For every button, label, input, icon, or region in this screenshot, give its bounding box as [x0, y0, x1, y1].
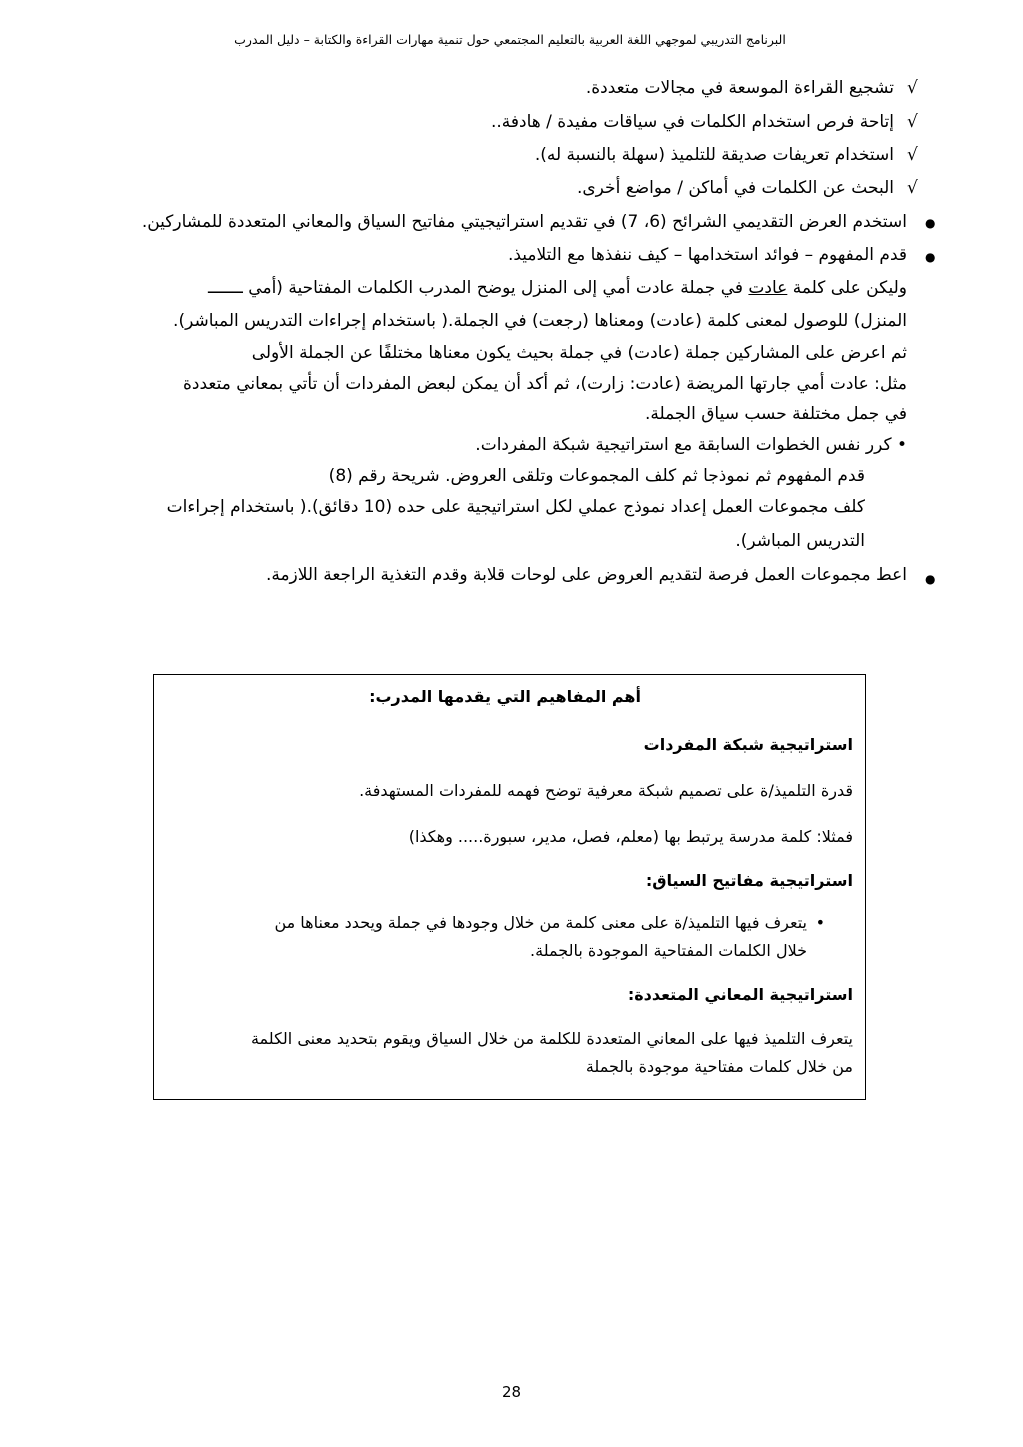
box-text-3a: يتعرف فيها التلميذ/ة على معنى كلمة من خلال وجودها في جملة ويحدد معناها من	[274, 913, 807, 932]
check-mark-icon: √	[907, 178, 918, 198]
body-line-6: قدم المفهوم ثم نموذجا ثم كلف المجموعات وتلقى العروض. شريحة رقم (8)	[328, 466, 865, 486]
check-item-3: استخدام تعريفات صديقة للتلميذ (سهلة بالنسبة له).	[534, 145, 894, 165]
body-line-5: في جمل مختلفة حسب سياق الجملة.	[644, 404, 907, 424]
body-line-7: كلف مجموعات العمل إعداد نموذج عملي لكل استراتيجية على حده (10 دقائق).( باستخدام إجراءات	[166, 497, 865, 517]
bullet-item-1: استخدم العرض التقديمي الشرائح (6، 7) في تقديم استراتيجيتي مفاتيح السياق والمعاني المتعددة للمشاركين.	[141, 212, 907, 232]
box-heading-context-clues: استراتيجية مفاتيح السياق:	[645, 871, 853, 890]
body-line-1-end: في جملة عادت أمي إلى المنزل يوضح المدرب الكلمات المفتاحية (أمي ـــــــ	[208, 278, 749, 298]
box-heading-vocab-network: استراتيجية شبكة المفردات	[643, 735, 853, 754]
sub-bullet-item: • كرر نفس الخطوات السابقة مع استراتيجية شبكة المفردات.	[475, 435, 907, 455]
underlined-word: عادت	[748, 278, 788, 298]
concepts-box	[153, 674, 866, 1100]
check-item-4: البحث عن الكلمات في أماكن / مواضع أخرى.	[576, 178, 894, 198]
body-line-1	[208, 278, 907, 298]
bullet-item-2: قدم المفهوم – فوائد استخدامها – كيف ننفذها مع التلاميذ.	[507, 245, 907, 265]
check-item-2: إتاحة فرص استخدام الكلمات في سياقات مفيدة / هادفة..	[490, 112, 894, 132]
bullet-icon: ●	[925, 572, 936, 586]
body-line-2: المنزل) للوصول لمعنى كلمة (عادت) ومعناها (رجعت) في الجملة.( باستخدام إجراءات التدريس المباشر).	[173, 311, 907, 331]
box-title: أهم المفاهيم التي يقدمها المدرب:	[369, 687, 641, 706]
box-bullet-icon: •	[815, 913, 825, 932]
box-heading-multiple-meanings: استراتيجية المعاني المتعددة:	[627, 985, 853, 1004]
check-item-1: تشجيع القراءة الموسعة في مجالات متعددة.	[585, 78, 894, 98]
body-line-1-start: وليكن على كلمة	[787, 278, 907, 298]
page-number: 28	[501, 1383, 522, 1401]
bullet-icon: ●	[925, 216, 936, 230]
box-text-3b: خلال الكلمات المفتاحية الموجودة بالجملة.	[530, 941, 807, 960]
check-mark-icon: √	[907, 78, 918, 98]
box-text-2: فمثلا: كلمة مدرسة يرتبط بها (معلم، فصل، مدير، سبورة..... وهكذا)	[408, 827, 853, 846]
bullet-icon: ●	[925, 250, 936, 264]
box-text-4a: يتعرف التلميذ فيها على المعاني المتعددة للكلمة من خلال السياق ويقوم بتحديد معنى الكلمة	[250, 1029, 853, 1048]
bullet-item-3: اعط مجموعات العمل فرصة لتقديم العروض على لوحات قلابة وقدم التغذية الراجعة اللازمة.	[265, 565, 907, 585]
body-line-4: مثل: عادت أمي جارتها المريضة (عادت: زارت)، ثم أكد أن يمكن لبعض المفردات أن تأتي بمعاني متعددة	[183, 374, 907, 394]
body-line-8: التدريس المباشر).	[735, 531, 865, 551]
body-line-3: ثم اعرض على المشاركين جملة (عادت) في جملة بحيث يكون معناها مختلفًا عن الجملة الأولى	[251, 343, 907, 363]
check-mark-icon: √	[907, 112, 918, 132]
running-header: البرنامج التدريبي لموجهي اللغة العربية بالتعليم المجتمعي حول تنمية مهارات القراءة والكتابة – دليل المدرب	[234, 32, 786, 47]
check-mark-icon: √	[907, 145, 918, 165]
box-text-4b: من خلال كلمات مفتاحية موجودة بالجملة	[585, 1057, 853, 1076]
box-text-1: قدرة التلميذ/ة على تصميم شبكة معرفية توضح فهمه للمفردات المستهدفة.	[359, 781, 853, 800]
